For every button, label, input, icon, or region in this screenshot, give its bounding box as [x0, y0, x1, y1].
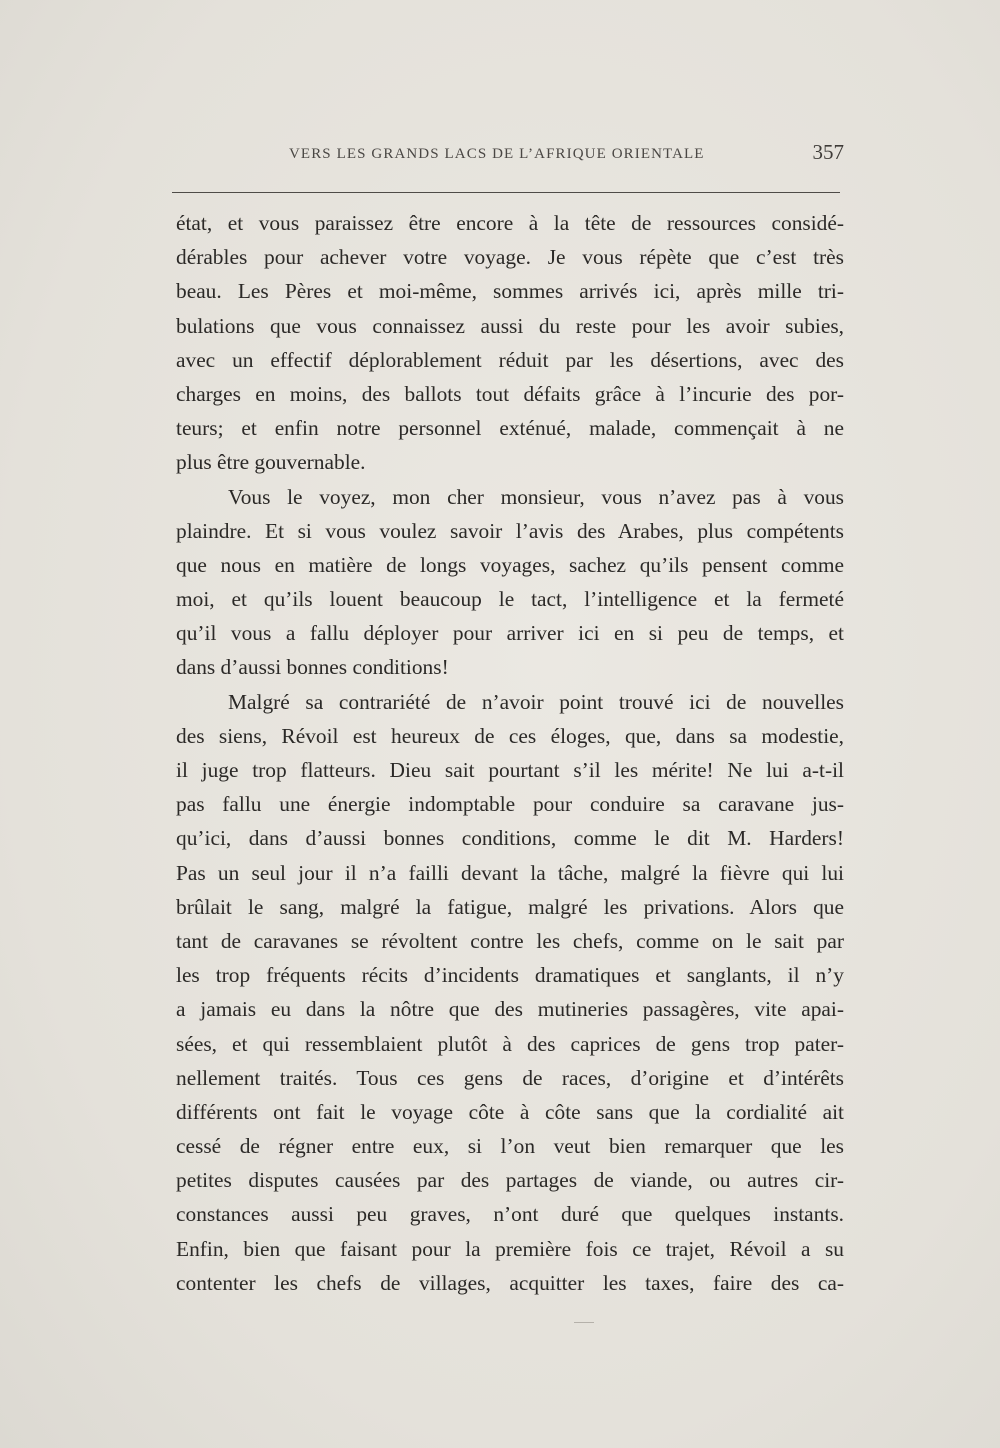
text-line: Malgré sa contrariété de n’avoir point trouvé ici de nouvelles	[228, 689, 844, 714]
text-line: constances aussi peu graves, n’ont duré que quelques instants.	[176, 1202, 844, 1227]
text-line: petites disputes causées par des partages de viande, ou autres cir-	[176, 1168, 844, 1193]
text-line: cessé de régner entre eux, si l’on veut bien remarquer que les	[176, 1134, 844, 1159]
print-mark	[574, 1322, 594, 1323]
text-line: tant de caravanes se révoltent contre les chefs, comme on le sait par	[176, 928, 844, 953]
text-line: Vous le voyez, mon cher monsieur, vous n’avez pas à vous	[228, 484, 844, 509]
running-title: VERS LES GRANDS LACS DE L’AFRIQUE ORIENTALE	[289, 146, 705, 162]
text-line: Enfin, bien que faisant pour la première fois ce trajet, Révoil a su	[176, 1236, 844, 1261]
text-line: contenter les chefs de villages, acquitter les taxes, faire des ca-	[176, 1270, 844, 1295]
body-text	[176, 206, 844, 1300]
text-line: pas fallu une énergie indomptable pour conduire sa caravane jus-	[176, 792, 844, 817]
text-line: Pas un seul jour il n’a failli devant la tâche, malgré la fièvre qui lui	[176, 860, 844, 885]
page-header	[172, 140, 848, 172]
text-line: état, et vous paraissez être encore à la tête de ressources considé-	[176, 211, 844, 235]
text-line: brûlait le sang, malgré la fatigue, malgré les privations. Alors que	[176, 894, 844, 919]
text-line: teurs; et enfin notre personnel exténué, malade, commençait à ne	[176, 416, 844, 441]
text-line: sées, et qui ressemblaient plutôt à des caprices de gens trop pater-	[176, 1031, 844, 1056]
text-line: plaindre. Et si vous voulez savoir l’avis des Arabes, plus compétents	[176, 518, 844, 543]
text-line: a jamais eu dans la nôtre que des mutineries passagères, vite apai-	[176, 997, 844, 1022]
text-line: nellement traités. Tous ces gens de races, d’origine et d’intérêts	[176, 1065, 844, 1090]
page-number: 357	[812, 140, 844, 164]
text-line: avec un effectif déplorablement réduit par les désertions, avec des	[176, 347, 844, 372]
text-line: bulations que vous connaissez aussi du reste pour les avoir subies,	[176, 313, 844, 338]
text-line: qu’il vous a fallu déployer pour arriver ici en si peu de temps, et	[176, 621, 844, 646]
text-line: qu’ici, dans d’aussi bonnes conditions, comme le dit M. Harders!	[176, 826, 844, 851]
text-line: charges en moins, des ballots tout défaits grâce à l’incurie des por-	[176, 381, 844, 406]
text-line: dérables pour achever votre voyage. Je vous répète que c’est très	[176, 245, 844, 270]
text-line: différents ont fait le voyage côte à côte sans que la cordialité ait	[176, 1099, 844, 1124]
text-line: il juge trop flatteurs. Dieu sait pourtant s’il les mérite! Ne lui a-t-il	[176, 758, 844, 782]
text-line: dans d’aussi bonnes conditions!	[176, 655, 449, 680]
text-line: des siens, Révoil est heureux de ces éloges, que, dans sa modestie,	[176, 723, 844, 748]
text-line: moi, et qu’ils louent beaucoup le tact, l’intelligence et la fermeté	[176, 587, 844, 612]
text-line: plus être gouvernable.	[176, 450, 366, 475]
text-line: que nous en matière de longs voyages, sachez qu’ils pensent comme	[176, 552, 844, 577]
text-line: beau. Les Pères et moi-même, sommes arrivés ici, après mille tri-	[176, 279, 844, 304]
header-rule	[172, 192, 840, 193]
text-line: les trop fréquents récits d’incidents dramatiques et sanglants, il n’y	[176, 963, 844, 988]
